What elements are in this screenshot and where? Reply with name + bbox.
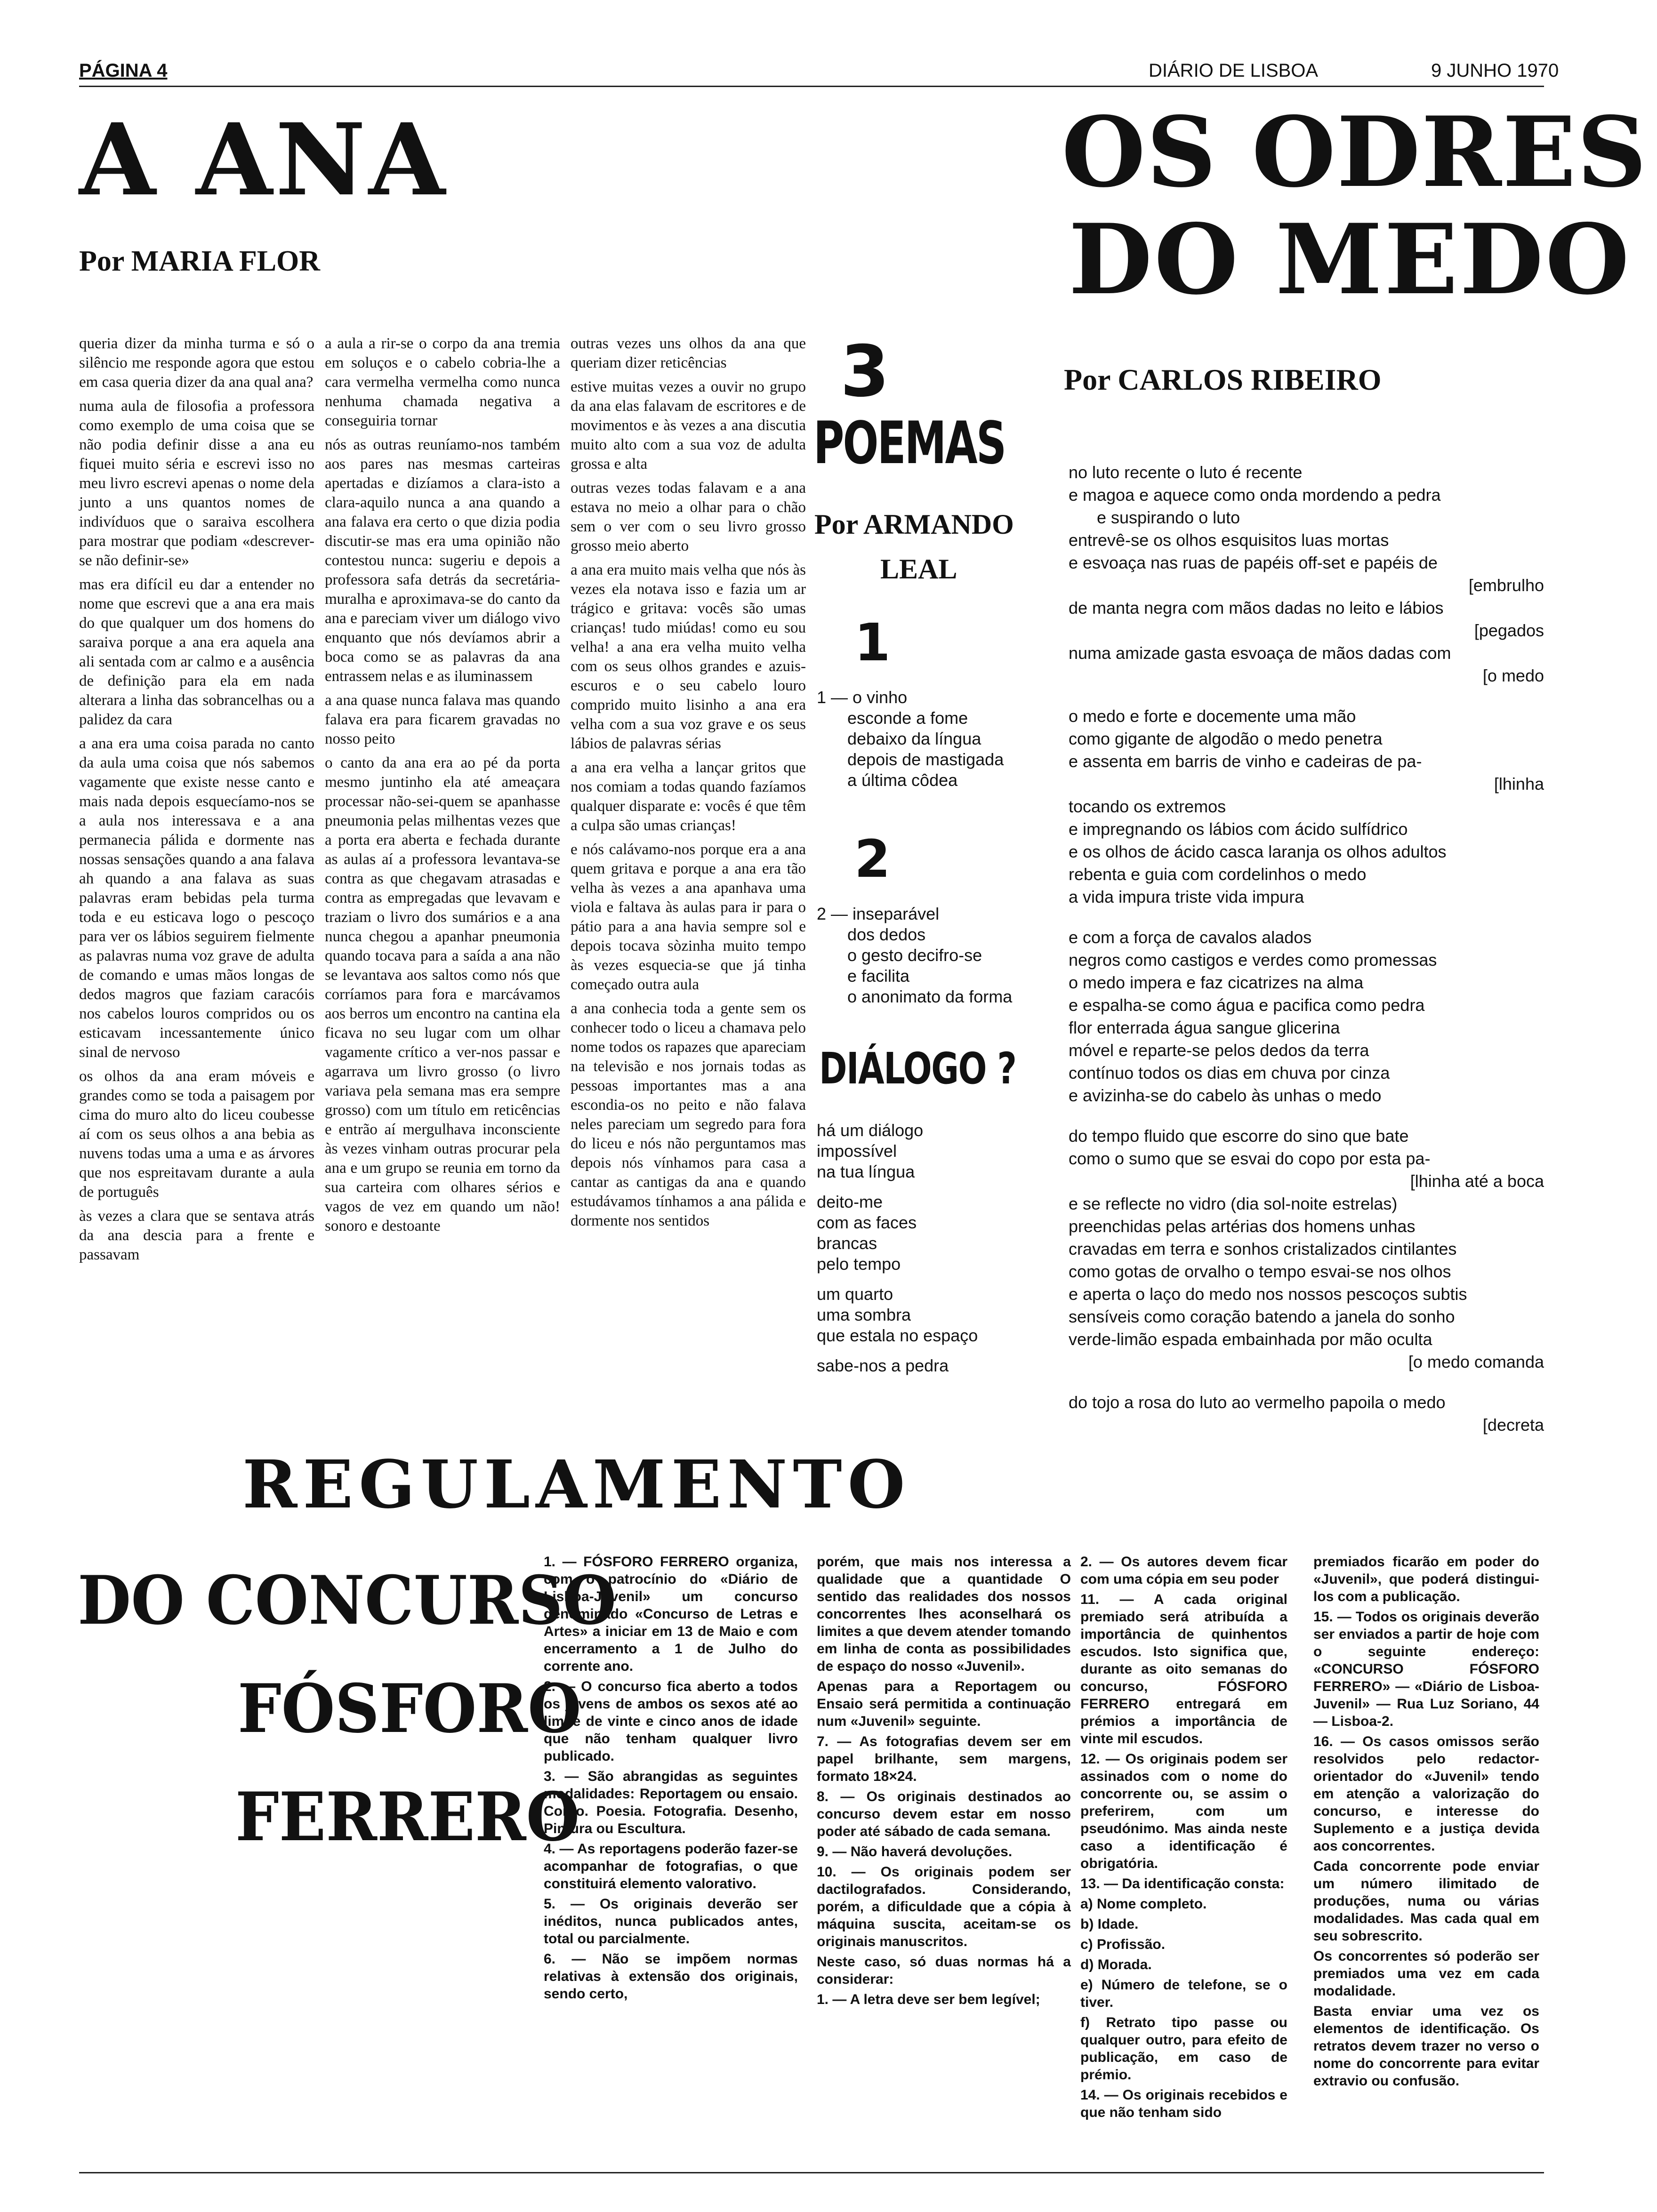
poem-stanza bbox=[817, 1192, 1052, 1274]
poem-stanza bbox=[817, 1120, 1052, 1182]
rule-item: a) Nome completo. bbox=[1080, 1896, 1207, 1912]
poem-line: como o sumo que se esvai do copo por esta pa- bbox=[1069, 1149, 1431, 1168]
poem-line: na tua língua bbox=[817, 1162, 915, 1181]
poem-line: e se reflecte no vidro (dia sol-noite estrelas) bbox=[1069, 1194, 1398, 1213]
paragraph: a ana era muito mais velha que nós às vezes ela notava isso e fazia um ar trágico e gritava: vocês são umas crianças! tudo miúdas! como eu sou velha! a ana era velha muito velha com os seus olhos grandes e azuis-escuros e o seu cabelo louro comprido muito lisinho a ana era velha com a sua voz grave e os seus lábios de palavras sérias bbox=[571, 561, 806, 752]
regulamento-title-line-3: FÓSFORO bbox=[238, 1670, 581, 1748]
poem-line: há um diálogo bbox=[817, 1121, 924, 1140]
paragraph: outras vezes todas falavam e a ana estava no meio a olhar para o chão sem o ver com o seu livro grosso grosso meio aberto bbox=[571, 480, 806, 554]
poem-line: e impregnando os lábios com ácido sulfídrico bbox=[1069, 819, 1408, 839]
poem-line: do tempo fluido que escorre do sino que bate bbox=[1069, 1126, 1409, 1146]
poem-line: o medo impera e faz cicatrizes na alma bbox=[1069, 973, 1364, 992]
poem-line-continuation: [embrulho bbox=[1468, 576, 1544, 595]
rule-item: f) Retrato tipo passe ou qualquer outro, para efeito de publicação, em caso de prémio. bbox=[1080, 2015, 1287, 2083]
paragraph: a ana quase nunca falava mas quando falava era para ficarem gravadas no nosso peito bbox=[325, 692, 560, 747]
rule-item: 15. — Todos os originais deverão ser enviados a partir de hoje com o seguinte endereço: «CONCURSO FÓSFORO FERRERO» — «Diário de Lisboa-Juvenil» — Rua Luz Soriano, 44 — Lisboa-2. bbox=[1313, 1609, 1539, 1729]
poem-line-continuation: [pegados bbox=[1474, 621, 1544, 640]
poem-line: pelo tempo bbox=[817, 1254, 901, 1274]
poemas-title: POEMAS bbox=[813, 409, 1005, 477]
poem-2-number: 2 bbox=[854, 829, 891, 889]
poem-line: 2 — inseparável bbox=[817, 904, 940, 923]
rule-item: d) Morada. bbox=[1080, 1957, 1152, 1972]
poem-line: rebenta e guia com cordelinhos o medo bbox=[1069, 865, 1367, 884]
poem-line: do tojo a rosa do luto ao vermelho papoila o medo bbox=[1069, 1393, 1446, 1412]
poem-line: 1 — o vinho bbox=[817, 688, 908, 707]
rule-item: 7. — As fotografias devem ser em papel brilhante, sem margens, formato 18×24. bbox=[817, 1734, 1071, 1784]
poem-stanza bbox=[1069, 926, 1544, 1107]
paragraph: nós as outras reuníamo-nos também aos pares nas mesmas carteiras apertadas e dizíamos a clara-isto a clara-aquilo nunca a ana quando a ana falava era certo o que dizia podia discutir-se mas era uma opinião não contestou nunca: sugeriu e depois a professora safa detrás da secretária-muralha e aproximava-se do canto da ana e pareciam viver um diálogo vivo enquanto que nós devíamos abrir a boca como se as palavras da ana entrassem nelas e as iluminassem bbox=[325, 436, 560, 685]
rule-item: 11. — A cada original premiado será atribuída a importância de quinhentos escudos. Isto significa que, durante as oito semanas do concurso, FÓSFORO FERRERO entregará em prémios a importância de vinte mil escudos. bbox=[1080, 1592, 1287, 1747]
poemas-number: 3 bbox=[840, 331, 890, 413]
odres-poem bbox=[1069, 461, 1544, 1454]
rule-item: 1. — FÓSFORO FERRERO organiza, com o patrocínio do «Diário de Lisboa-Juvenil» um concurso denominado «Concurso de Letras e Artes» a iniciar em 13 de Maio e com encerramento a 1 de Julho do corrente ano. bbox=[544, 1554, 798, 1674]
poem-1 bbox=[817, 687, 1052, 791]
poem-stanza bbox=[1069, 461, 1544, 687]
page-number: PÁGINA 4 bbox=[79, 60, 168, 81]
regulamento-title-line-4: FERRERO bbox=[235, 1778, 580, 1856]
poem-line: tocando os extremos bbox=[1069, 797, 1226, 816]
ana-column-2 bbox=[325, 334, 560, 1241]
poem-line-continuation: [lhinha até a boca bbox=[1410, 1171, 1544, 1191]
poem-line: a vida impura triste vida impura bbox=[1069, 887, 1304, 906]
poem-line: que estala no espaço bbox=[817, 1326, 978, 1345]
poem-line: sabe-nos a pedra bbox=[817, 1356, 949, 1375]
regulamento-title-line-1: REGULAMENTO bbox=[242, 1446, 911, 1523]
poem-line: negros como castigos e verdes como promessas bbox=[1069, 950, 1437, 970]
poem-line: e com a força de cavalos alados bbox=[1069, 928, 1312, 947]
rule-item: 14. — Os originais recebidos e que não tenham sido bbox=[1080, 2087, 1287, 2120]
paragraph: estive muitas vezes a ouvir no grupo da ana elas falavam de escritores e de movimentos e às vezes a ana discutia muito alto com a sua voz de adulta grossa e alta bbox=[571, 378, 806, 473]
poem-2 bbox=[817, 904, 1062, 1007]
poem-line: e avizinha-se do cabelo às unhas o medo bbox=[1069, 1086, 1382, 1105]
poem-line: móvel e reparte-se pelos dedos da terra bbox=[1069, 1041, 1369, 1060]
ana-column-1 bbox=[79, 334, 314, 1269]
poem-stanza bbox=[1069, 1125, 1544, 1373]
paragraph: o canto da ana era ao pé da porta mesmo juntinho ela até ameaçara processar não-sei-quem se apanhasse pneumonia pelas milhentas vezes que a porta era aberta e fechada durante as aulas aí a professora levantava-se contra as que chegavam atrasadas e contra as empregadas que levavam e traziam o livro dos sumários e a ana nunca chegou a apanhar pneumonia quando tocava para a saída a ana não se levantava aos saltos como nós que corríamos para fora e marcávamos aos berros um encontro na cantina ela ficava no seu lugar com um olhar vagamente crítico a ver-nos passar e agarrava um livro grosso (o livro variava pela semana mas era sempre grosso) com um título em reticências e entrão aí mergulhava inconsciente às vezes vinham outras procurar pela ana e um grupo se reunia em torno da sua carteira com olhares sérios e vagos de vez em quando um não! sonoro e destoante bbox=[325, 754, 560, 1234]
paragraph: mas era difícil eu dar a entender no nome que escrevi que a ana era mais do que qualquer um dos homens do saraiva porque a ana era aquela ana ali sentada com ar calmo e a ausência de definição para ela em nada alterara a linha das sobrancelhas ou a palidez da cara bbox=[79, 576, 314, 728]
paragraph: às vezes a clara que se sentava atrás da ana descia para a frente e passavam bbox=[79, 1208, 314, 1263]
poem-line: o gesto decifro-se bbox=[847, 946, 982, 965]
article-title-a-ana: A ANA bbox=[79, 102, 448, 218]
poem-line-continuation: [o medo comanda bbox=[1408, 1352, 1544, 1371]
poem-line: impossível bbox=[817, 1141, 897, 1161]
poem-line: preenchidas pelas artérias dos homens unhas bbox=[1069, 1217, 1416, 1236]
poem-line: brancas bbox=[817, 1234, 877, 1253]
dialogo-title: DIÁLOGO ? bbox=[819, 1043, 1016, 1094]
poem-line: dos dedos bbox=[847, 925, 926, 944]
rule-item: 5. — Os originais deverão ser inéditos, nunca publicados antes, total ou parcialmente. bbox=[544, 1896, 798, 1947]
rule-item: premiados ficarão em poder do «Juvenil», que poderá distingui-los com a publicação. bbox=[1313, 1554, 1539, 1604]
rule-item: Basta enviar uma vez os elementos de identificação. Os retratos devem trazer no verso o nome do concorrente para evitar extravio ou confusão. bbox=[1313, 2004, 1539, 2089]
paragraph: outras vezes uns olhos da ana que queriam dizer reticências bbox=[571, 335, 806, 371]
footer-rule bbox=[79, 2172, 1544, 2173]
poem-stanza bbox=[817, 1284, 1052, 1346]
poem-line: um quarto bbox=[817, 1284, 893, 1304]
poem-line: e os olhos de ácido casca laranja os olhos adultos bbox=[1069, 842, 1447, 861]
rule-item: 10. — Os originais podem ser dactilografados. Considerando, porém, a dificuldade que a cópia à máquina suscita, aceitam-se os originais manuscritos. bbox=[817, 1864, 1071, 1949]
poem-line: entrevê-se os olhos esquisitos luas mortas bbox=[1069, 530, 1389, 550]
rule-item: 1. — A letra deve ser bem legível; bbox=[817, 1992, 1040, 2007]
poem-1-number: 1 bbox=[854, 612, 891, 673]
rule-item: b) Idade. bbox=[1080, 1916, 1139, 1932]
poem-line: com as faces bbox=[817, 1213, 917, 1232]
newspaper-name: DIÁRIO DE LISBOA bbox=[1149, 60, 1319, 81]
rule-item: c) Profissão. bbox=[1080, 1937, 1166, 1952]
poemas-byline-2: LEAL bbox=[880, 553, 957, 585]
byline-carlos-ribeiro: Por CARLOS RIBEIRO bbox=[1064, 363, 1382, 396]
rule-item: Os concorrentes só poderão ser premiados uma vez em cada modalidade. bbox=[1313, 1948, 1539, 1999]
poem-line: debaixo da língua bbox=[847, 729, 981, 748]
poem-stanza bbox=[1069, 705, 1544, 908]
poem-line: depois de mastigada bbox=[847, 750, 1004, 769]
paragraph: a aula a rir-se o corpo da ana tremia em soluços e o cabelo cobria-lhe a cara vermelha vermelha como nunca nenhuma chamada negativa a conseguiria tornar bbox=[325, 335, 560, 429]
poem-line: contínuo todos os dias em chuva por cinza bbox=[1069, 1063, 1390, 1082]
poem-line: sensíveis como coração batendo a janela do sonho bbox=[1069, 1307, 1455, 1326]
rule-item: 8. — Os originais destinados ao concurso devem estar em nosso poder até sábado de cada semana. bbox=[817, 1789, 1071, 1839]
poem-stanza bbox=[1069, 1391, 1544, 1436]
poem-line: como gotas de orvalho o tempo esvai-se nos olhos bbox=[1069, 1262, 1451, 1281]
regulamento-title-line-2: DO CONCURSO bbox=[78, 1562, 617, 1640]
poem-line-continuation: [lhinha bbox=[1494, 774, 1544, 793]
regulamento-column-1 bbox=[544, 1553, 798, 2005]
poem-line-continuation: [o medo bbox=[1482, 666, 1544, 685]
regulamento-column-4 bbox=[1313, 1553, 1539, 2092]
rule-item: 9. — Não haverá devoluções. bbox=[817, 1844, 1013, 1859]
poem-line: o medo e forte e docemente uma mão bbox=[1069, 706, 1356, 726]
poem-line: e assenta em barris de vinho e cadeiras de pa- bbox=[1069, 752, 1422, 771]
poem-line: e aperta o laço do medo nos nossos pescoços subtis bbox=[1069, 1284, 1467, 1304]
poem-line: o anonimato da forma bbox=[847, 987, 1013, 1006]
rule-item: 6. — Não se impõem normas relativas à extensão dos originais, sendo certo, bbox=[544, 1951, 798, 2002]
paragraph: a ana era velha a lançar gritos que nos comiam a todas quando fazíamos qualquer disparate e: vocês é que têm a culpa são umas crianças! bbox=[571, 759, 806, 834]
poem-line: verde-limão espada embainhada por mão oculta bbox=[1069, 1330, 1432, 1349]
poem-line: flor enterrada água sangue glicerina bbox=[1069, 1018, 1340, 1037]
poem-line: a última côdea bbox=[847, 770, 958, 790]
rule-item: 3. — São abrangidas as seguintes modalidades: Reportagem ou ensaio. Conto. Poesia. Fotografia. Desenho, Pintura ou Escultura. bbox=[544, 1769, 798, 1836]
rule-item: Cada concorrente pode enviar um número ilimitado de produções, numa ou várias modalidades. Mas cada qual em seu sobrescrito. bbox=[1313, 1859, 1539, 1944]
poem-line: como gigante de algodão o medo penetra bbox=[1069, 729, 1383, 748]
poem-line: e espalha-se como água e pacifica como pedra bbox=[1069, 995, 1425, 1015]
poem-line: no luto recente o luto é recente bbox=[1069, 463, 1303, 482]
rule-item: 2. — Os autores devem ficar com uma cópia em seu poder bbox=[1080, 1554, 1287, 1587]
byline-maria-flor: Por MARIA FLOR bbox=[79, 245, 321, 277]
poem-line: uma sombra bbox=[817, 1305, 911, 1324]
poem-line: deito-me bbox=[817, 1192, 883, 1211]
poemas-byline-1: Por ARMANDO bbox=[814, 509, 1014, 540]
regulamento-column-3 bbox=[1080, 1553, 1287, 2124]
poem-line: esconde a fome bbox=[847, 708, 968, 728]
poem-line-continuation: [decreta bbox=[1482, 1415, 1544, 1435]
paragraph: a ana conhecia toda a gente sem os conhecer todo o liceu a chamava pelo nome todos os rapazes que apareciam na televisão e nos jornais todas as pessoas importantes mas a ana escondia-os no peito e não falava neles pareciam um segredo para fora do liceu e nós não perguntamos mas depois nós vínhamos para casa a cantar as cantigas da ana e quando estudávamos tínhamos a ana pálida e dormente nos sentidos bbox=[571, 1000, 806, 1229]
rule-item: Apenas para a Reportagem ou Ensaio será permitida a continuação num «Juvenil» seguinte. bbox=[817, 1679, 1071, 1729]
ana-column-3 bbox=[571, 334, 806, 1235]
rule-item: 16. — Os casos omissos serão resolvidos pelo redactor-orientador do «Juvenil» tendo em atenção a valorização do concurso, e interesse do Suplemento e a justiça devida aos concorrentes. bbox=[1313, 1734, 1539, 1854]
header-rule bbox=[79, 86, 1544, 87]
article-title-odres-line-2: DO MEDO bbox=[1069, 203, 1632, 316]
paragraph: a ana era uma coisa parada no canto da aula uma coisa que nós sabemos vagamente que existe nesse canto e mais nada depois esquecíamo-nos se a aula nos interessava e a ana permanecia pálida e dormente nas nossas sensações quando a ana falava ah quando a ana falava as suas palavras eram bebidas pela turma toda e eu esticava logo o pescoço para ver os lábios seguirem fielmente as palavras numa voz grave de adulta de comando e umas mãos longas de dedos magros que faziam caracóis nos cabelos louros compridos ou os esticavam incessantemente único sinal de nervoso bbox=[79, 735, 314, 1061]
rule-item: 13. — Da identificação consta: bbox=[1080, 1876, 1285, 1891]
rule-item: e) Número de telefone, se o tiver. bbox=[1080, 1977, 1287, 2010]
rule-item: Neste caso, só duas normas há a considerar: bbox=[817, 1954, 1071, 1987]
poem-line: cravadas em terra e sonhos cristalizados cintilantes bbox=[1069, 1239, 1457, 1258]
poem-line: numa amizade gasta esvoaça de mãos dadas com bbox=[1069, 643, 1451, 663]
dialogo-poem bbox=[817, 1120, 1052, 1386]
paragraph: e nós calávamo-nos porque era a ana quem gritava e porque a ana era tão velha às vezes a ana apanhava uma viola e faltava às aulas para ir para o pátio para a ana havia sempre sol e depois tocava sòzinha muito tempo às vezes esquecia-se que já tinha começado outra aula bbox=[571, 841, 806, 993]
poem-line: e esvoaça nas ruas de papéis off-set e papéis de bbox=[1069, 553, 1438, 572]
rule-item: 4. — As reportagens poderão fazer-se acompanhar de fotografias, o que constituirá elemento valorativo. bbox=[544, 1841, 798, 1891]
poem-line: e suspirando o luto bbox=[1097, 508, 1240, 527]
article-title-odres-line-1: OS ODRES bbox=[1062, 96, 1648, 209]
paragraph: os olhos da ana eram móveis e grandes como se toda a paisagem por cima do muro alto do liceu coubesse aí com os seus olhos a ana bebia as nuvens todas uma a uma e as árvores que nos espreitavam durante a aula de português bbox=[79, 1068, 314, 1201]
poem-line: de manta negra com mãos dadas no leito e lábios bbox=[1069, 598, 1444, 617]
poem-stanza bbox=[817, 1355, 1052, 1376]
rule-item: 2. — O concurso fica aberto a todos os jovens de ambos os sexos até ao limite de vinte e cinco anos de idade que não tenham qualquer livro publicado. bbox=[544, 1679, 798, 1764]
rule-item: porém, que mais nos interessa a qualidade que a quantidade O sentido das realidades dos nossos concorrentes lhes aconselhará os limites a que devem atender tomando em linha de conta as possibilidades de espaço do nosso «Juvenil». bbox=[817, 1554, 1071, 1674]
paragraph: queria dizer da minha turma e só o silêncio me responde agora que estou em casa queria dizer da ana qual ana? bbox=[79, 335, 314, 391]
rule-item: 12. — Os originais podem ser assinados com o nome do concorrente ou, se assim o preferirem, com um pseudónimo. Mas ainda neste caso a identificação é obrigatória. bbox=[1080, 1751, 1287, 1871]
issue-date: 9 JUNHO 1970 bbox=[1431, 60, 1559, 81]
paragraph: numa aula de filosofia a professora como exemplo de uma coisa que se não podia definir disse a ana eu fiquei muito séria e escrevi isso no meu livro escrevi apenas o nome dela junto a uns quantos nomes de indivíduos que o saraiva escolhera para mostrar que podiam «descrever-se não definir-se» bbox=[79, 398, 314, 569]
poem-line: e facilita bbox=[847, 966, 910, 986]
regulamento-column-2 bbox=[817, 1553, 1071, 2011]
poem-line: e magoa e aquece como onda mordendo a pedra bbox=[1069, 485, 1441, 505]
